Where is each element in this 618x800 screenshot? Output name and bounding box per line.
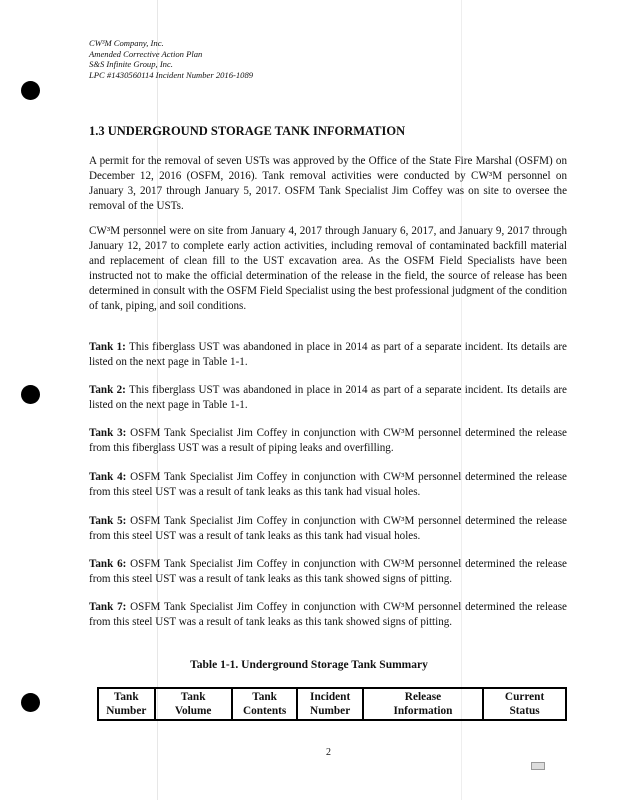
col-tank-number: Tank Number <box>98 688 155 720</box>
paragraph-permit: A permit for the removal of seven USTs was approved by the Office of the State Fire Marshal (OSFM) on December 12, 2016 (OSFM, 2016). Tank removal activities were conducted by CW³M personnel on January 3, 2017 through January 5, 2017. OSFM Tank Specialist Jim Coffey was on site to oversee the removal of the USTs. <box>89 155 567 212</box>
tank-7-paragraph <box>89 600 567 630</box>
tank-label: Tank 5: <box>89 515 127 527</box>
page-number: 2 <box>326 747 331 758</box>
tank-6-paragraph <box>89 557 567 587</box>
table-title: Table 1-1. Underground Storage Tank Summary <box>190 659 428 671</box>
ust-summary-table <box>97 687 567 721</box>
tank-text: OSFM Tank Specialist Jim Coffey in conjunction with CW³M personnel determined the release from this steel UST was a result of tank leaks as this tank showed signs of pitting. <box>89 558 567 585</box>
header-lpc-incident: LPC #1430560114 Incident Number 2016-1089 <box>89 69 254 80</box>
tank-text: OSFM Tank Specialist Jim Coffey in conjunction with CW³M personnel determined the release from this fiberglass UST was a result of piping leaks and overfilling. <box>89 427 567 454</box>
tank-label: Tank 6: <box>89 558 127 570</box>
tank-label: Tank 2: <box>89 384 126 396</box>
tank-text: This fiberglass UST was abandoned in place in 2014 as part of a separate incident. Its details are listed on the next page in Table 1-1. <box>89 384 567 411</box>
header-company: CW³M Company, Inc. <box>89 38 164 48</box>
tank-text: OSFM Tank Specialist Jim Coffey in conjunction with CW³M personnel determined the release from this steel UST was a result of tank leaks as this tank showed signs of pitting. <box>89 601 567 628</box>
tank-text: OSFM Tank Specialist Jim Coffey in conjunction with CW³M personnel determined the release from this steel UST was a result of tank leaks as this tank had visual holes. <box>89 471 567 498</box>
col-tank-volume: Tank Volume <box>155 688 232 720</box>
col-tank-contents: Tank Contents <box>232 688 298 720</box>
col-incident-number: Incident Number <box>297 688 362 720</box>
col-current-status: Current Status <box>483 688 566 720</box>
tank-1-paragraph <box>89 340 567 370</box>
scan-stamp-mark <box>531 762 545 770</box>
binder-hole-top <box>21 81 40 100</box>
tank-label: Tank 1: <box>89 341 126 353</box>
binder-hole-bottom <box>21 693 40 712</box>
tank-5-paragraph <box>89 514 567 544</box>
tank-text: This fiberglass UST was abandoned in place in 2014 as part of a separate incident. Its details are listed on the next page in Table 1-1. <box>89 341 567 368</box>
tank-4-paragraph <box>89 470 567 500</box>
col-release-information: Release Information <box>363 688 483 720</box>
tank-text: OSFM Tank Specialist Jim Coffey in conjunction with CW³M personnel determined the release from this steel UST was a result of tank leaks as this tank had visual holes. <box>89 515 567 542</box>
tank-3-paragraph <box>89 426 567 456</box>
section-title: 1.3 UNDERGROUND STORAGE TANK INFORMATION <box>89 124 406 138</box>
header-client: S&S Infinite Group, Inc. <box>89 59 173 69</box>
paragraph-early-action: CW³M personnel were on site from January 4, 2017 through January 6, 2017, and January 9, 2017 through January 12, 2017 to complete early action activities, including removal of contaminated backfill material and replacement of clean fill to the UST excavation area. As the OSFM Field Specialists have been instructed not to make the official determination of the release in the field, the source of release has been determined in consult with the OSFM Field Specialist using the best professional judgment of the condition of tank, piping, and soil conditions. <box>89 225 567 312</box>
header-plan: Amended Corrective Action Plan <box>89 48 203 59</box>
tank-label: Tank 4: <box>89 471 127 483</box>
tank-label: Tank 7: <box>89 601 127 613</box>
table-header-row <box>98 688 566 720</box>
binder-hole-middle <box>21 385 40 404</box>
tank-2-paragraph <box>89 383 567 413</box>
tank-label: Tank 3: <box>89 427 127 439</box>
document-header <box>89 38 253 80</box>
